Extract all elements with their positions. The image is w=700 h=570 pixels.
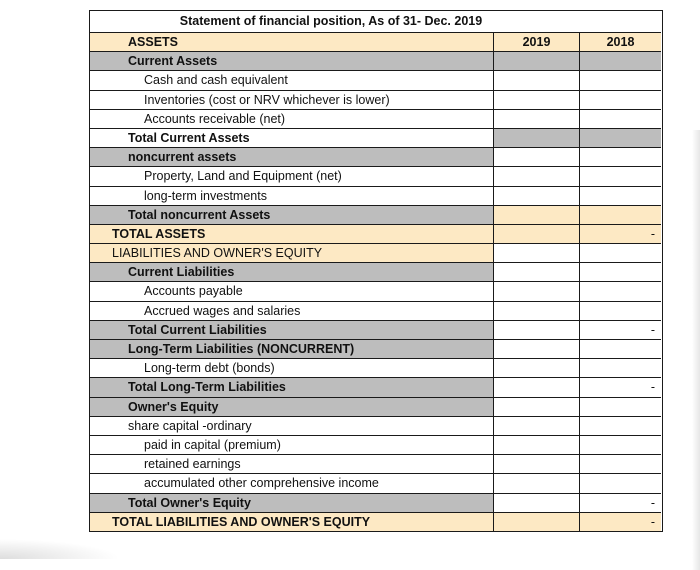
row-label: Total Current Liabilities [90, 320, 494, 339]
table-row [90, 166, 662, 185]
value-2018-cell[interactable] [580, 109, 661, 128]
value-2018-cell[interactable] [580, 186, 661, 205]
value-2019-cell[interactable]: 2019 [494, 32, 580, 51]
row-label: Cash and cash equivalent [90, 70, 494, 89]
row-label: Total Long-Term Liabilities [90, 377, 494, 396]
table-row [90, 205, 662, 224]
row-label: TOTAL ASSETS [90, 224, 494, 243]
table-row [90, 147, 662, 166]
value-2019-cell[interactable] [494, 320, 580, 339]
value-2019-cell[interactable] [494, 70, 580, 89]
table-row [90, 512, 662, 531]
value-2018-cell[interactable] [580, 51, 661, 70]
value-2019-cell[interactable] [494, 128, 580, 147]
table-row [90, 281, 662, 300]
value-2018-cell[interactable] [580, 397, 661, 416]
value-2019-cell[interactable] [494, 512, 580, 531]
row-label: Property, Land and Equipment (net) [90, 166, 494, 185]
value-2019-cell[interactable] [494, 224, 580, 243]
table-row [90, 243, 662, 262]
value-2019-cell[interactable] [494, 166, 580, 185]
value-2018-cell[interactable] [580, 473, 661, 492]
table-row [90, 320, 662, 339]
value-2019-cell[interactable] [494, 262, 580, 281]
row-label: Accrued wages and salaries [90, 301, 494, 320]
value-2018-cell[interactable]: - [580, 377, 661, 396]
row-label: accumulated other comprehensive income [90, 473, 494, 492]
table-row [90, 435, 662, 454]
row-label: Inventories (cost or NRV whichever is lower) [90, 90, 494, 109]
row-label: ASSETS [90, 32, 494, 51]
row-label: TOTAL LIABILITIES AND OWNER'S EQUITY [90, 512, 494, 531]
value-2019-cell[interactable] [494, 435, 580, 454]
value-2018-cell[interactable]: - [580, 224, 661, 243]
row-label: Accounts payable [90, 281, 494, 300]
value-2018-cell[interactable] [580, 166, 661, 185]
row-label: Current Liabilities [90, 262, 494, 281]
value-2018-cell[interactable] [580, 128, 661, 147]
row-label: long-term investments [90, 186, 494, 205]
value-2018-cell[interactable] [580, 301, 661, 320]
value-2018-cell[interactable] [580, 454, 661, 473]
table-row [90, 32, 662, 51]
row-label: share capital -ordinary [90, 416, 494, 435]
value-2018-cell[interactable] [580, 90, 661, 109]
value-2019-cell[interactable] [494, 339, 580, 358]
value-2019-cell[interactable] [494, 186, 580, 205]
row-label: Long-Term Liabilities (NONCURRENT) [90, 339, 494, 358]
value-2019-cell[interactable] [494, 109, 580, 128]
table-row [90, 493, 662, 512]
row-label: Owner's Equity [90, 397, 494, 416]
table-row [90, 397, 662, 416]
value-2018-cell[interactable] [580, 147, 661, 166]
value-2018-cell[interactable] [580, 416, 661, 435]
value-2018-cell[interactable] [580, 435, 661, 454]
row-label: Long-term debt (bonds) [90, 358, 494, 377]
row-label: Total Owner's Equity [90, 493, 494, 512]
table-row [90, 473, 662, 492]
value-2018-cell[interactable] [580, 281, 661, 300]
value-2019-cell[interactable] [494, 90, 580, 109]
value-2019-cell[interactable] [494, 51, 580, 70]
value-2019-cell[interactable] [494, 243, 580, 262]
page-edge-shadow [692, 130, 700, 570]
value-2019-cell[interactable] [494, 147, 580, 166]
row-label: LIABILITIES AND OWNER'S EQUITY [90, 243, 494, 262]
value-2019-cell[interactable] [494, 377, 580, 396]
value-2018-cell[interactable] [580, 358, 661, 377]
value-2018-cell[interactable] [580, 243, 661, 262]
row-label: Total noncurrent Assets [90, 205, 494, 224]
value-2018-cell[interactable] [580, 262, 661, 281]
value-2019-cell[interactable] [494, 205, 580, 224]
value-2018-cell[interactable]: - [580, 320, 661, 339]
table-row [90, 358, 662, 377]
value-2019-cell[interactable] [494, 358, 580, 377]
table-row [90, 90, 662, 109]
value-2019-cell[interactable] [494, 397, 580, 416]
statement-rows [90, 32, 662, 531]
value-2018-cell[interactable]: - [580, 512, 661, 531]
value-2019-cell[interactable] [494, 473, 580, 492]
statement-title: Statement of financial position, As of 31- Dec. 2019 [179, 14, 483, 28]
row-label: noncurrent assets [90, 147, 494, 166]
value-2019-cell[interactable] [494, 281, 580, 300]
value-2018-cell[interactable] [580, 70, 661, 89]
table-row [90, 454, 662, 473]
row-label: Current Assets [90, 51, 494, 70]
table-row [90, 109, 662, 128]
corner-shadow [0, 539, 120, 559]
row-label: Accounts receivable (net) [90, 109, 494, 128]
table-row [90, 416, 662, 435]
value-2019-cell[interactable] [494, 493, 580, 512]
value-2019-cell[interactable] [494, 301, 580, 320]
table-row [90, 377, 662, 396]
value-2018-cell[interactable] [580, 205, 661, 224]
table-row [90, 339, 662, 358]
value-2019-cell[interactable] [494, 416, 580, 435]
row-label: paid in capital (premium) [90, 435, 494, 454]
row-label: retained earnings [90, 454, 494, 473]
value-2018-cell[interactable] [580, 339, 661, 358]
table-row [90, 224, 662, 243]
table-row [90, 186, 662, 205]
financial-statement-table [89, 10, 663, 532]
table-row [90, 70, 662, 89]
table-row [90, 262, 662, 281]
value-2019-cell[interactable] [494, 454, 580, 473]
table-row [90, 301, 662, 320]
table-row [90, 51, 662, 70]
value-2018-cell[interactable]: - [580, 493, 661, 512]
value-2018-cell[interactable]: 2018 [580, 32, 661, 51]
table-row [90, 128, 662, 147]
row-label: Total Current Assets [90, 128, 494, 147]
